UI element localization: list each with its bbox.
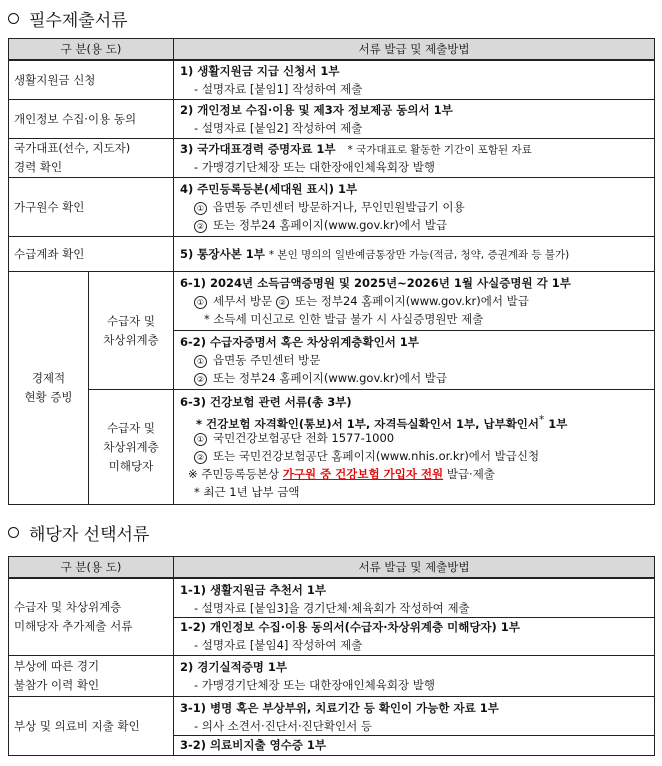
doc-desc: ② 또는 국민건강보험공단 홈페이지(www.nhis.or.kr)에서 발급신청	[174, 447, 654, 465]
doc-title: 3-1) 병명 혹은 부상부위, 치료기간 등 확인이 가능한 자료 1부	[180, 700, 499, 715]
doc-desc: - 가맹경기단체장 또는 대한장애인체육회장 발행	[194, 160, 435, 174]
header-method: 서류 발급 및 제출방법	[174, 39, 655, 61]
doc-title: 5) 통장사본 1부 * 본인 명의의 일반예금통장만 가능(적금, 청약, 증권계좌 등 불가)	[180, 247, 570, 261]
doc-desc: ② 또는 정부24 홈페이지(www.gov.kr)에서 발급	[174, 216, 654, 234]
doc-title: 2) 개인정보 수집·이용 및 제3자 정보제공 동의서 1부	[180, 103, 453, 117]
row-label: 국가대표(선수, 지도자) 경력 확인	[9, 139, 174, 178]
doc-title: 1) 생활지원금 지급 신청서 1부	[180, 64, 340, 78]
table-header-row	[9, 39, 655, 61]
doc-title: 6-3) 건강보험 관련 서류(총 3부)	[180, 395, 352, 409]
doc-title: 4) 주민등록등본(세대원 표시) 1부	[180, 182, 358, 196]
required-docs-table	[8, 38, 655, 505]
table-row	[9, 139, 655, 178]
group-label-recipient: 수급자 및 차상위계층	[89, 272, 174, 390]
doc-desc: ① 국민건강보험공단 전화 1577-1000	[174, 429, 654, 447]
doc-title: * 건강보험 자격확인(통보)서 1부, 자격득실확인서 1부, 납부확인서* 1부	[196, 414, 568, 429]
doc-desc: - 의사 소견서·진단서·진단확인서 등	[194, 718, 372, 733]
table-row	[9, 272, 655, 331]
doc-desc: ② 또는 정부24 홈페이지(www.gov.kr)에서 발급	[174, 369, 654, 387]
doc-note: * 소득세 미신고로 인한 발급 불가 시 사실증명원만 제출	[204, 312, 484, 326]
doc-notice: ※ 주민등록등본상 가구원 중 건강보험 가입자 전원 발급·제출	[188, 467, 495, 481]
section-title-optional: 해당자 선택서류	[8, 520, 149, 545]
table-row	[9, 578, 655, 656]
doc-desc: - 설명자료 [붙임3]을 경기단체·체육회가 작성하여 제출	[194, 600, 470, 615]
doc-title: 1-2) 개인정보 수집·이용 동의서(수급자·차상위계층 미해당자) 1부	[180, 619, 520, 634]
doc-desc: ① 읍면동 주민센터 방문	[174, 351, 654, 369]
doc-desc: - 가맹경기단체장 또는 대한장애인체육회장 발행	[194, 678, 435, 692]
row-label: 부상 및 의료비 지출 확인	[9, 697, 174, 756]
header-category: 구 분(용 도)	[9, 39, 174, 61]
doc-note: * 최근 1년 납부 금액	[194, 485, 300, 499]
row-label: 가구원수 확인	[9, 178, 174, 237]
header-category: 구 분(용 도)	[9, 557, 174, 579]
row-label: 부상에 따른 경기 불참가 이력 확인	[9, 656, 174, 697]
table-row	[9, 237, 655, 272]
doc-title: 3) 국가대표경력 증명자료 1부 * 국가대표로 활동한 기간이 포함된 자료	[180, 142, 532, 156]
table-row	[9, 178, 655, 237]
row-label: 개인정보 수집·이용 동의	[9, 100, 174, 139]
doc-desc: ① 읍면동 주민센터 방문하거나, 무인민원발급기 이용	[174, 198, 654, 216]
doc-title: 1-1) 생활지원금 추천서 1부	[180, 582, 327, 597]
doc-title: 6-2) 수급자증명서 혹은 차상위계층확인서 1부	[180, 335, 419, 349]
doc-desc: - 설명자료 [붙임4] 작성하여 제출	[194, 637, 363, 652]
optional-docs-table	[8, 556, 655, 756]
doc-title: 2) 경기실적증명 1부	[180, 660, 288, 674]
doc-title: 3-2) 의료비지출 영수증 1부	[180, 737, 327, 752]
table-header-row	[9, 557, 655, 579]
row-label: 수급자 및 차상위계층 미해당자 추가제출 서류	[9, 578, 174, 656]
row-label-economic: 경제적 현황 증빙	[9, 272, 89, 505]
doc-desc: ① 세무서 방문 ② 또는 정부24 홈페이지(www.gov.kr)에서 발급	[174, 292, 654, 310]
circle-bullet-icon	[8, 527, 19, 538]
doc-desc: - 설명자료 [붙임2] 작성하여 제출	[194, 121, 363, 135]
table-row	[9, 697, 655, 756]
circle-bullet-icon	[8, 13, 19, 24]
section-title-required: 필수제출서류	[8, 6, 128, 31]
doc-desc: - 설명자료 [붙임1] 작성하여 제출	[194, 82, 363, 96]
row-label: 생활지원금 신청	[9, 60, 174, 100]
table-row	[9, 100, 655, 139]
table-row	[9, 656, 655, 697]
row-label: 수급계좌 확인	[9, 237, 174, 272]
group-label-non-recipient: 수급자 및 차상위계층 미해당자	[89, 390, 174, 505]
doc-title: 6-1) 2024년 소득금액증명원 및 2025년~2026년 1월 사실증명원 각 1부	[180, 276, 571, 290]
table-row	[9, 60, 655, 100]
header-method: 서류 발급 및 제출방법	[174, 557, 655, 579]
table-row	[9, 390, 655, 505]
